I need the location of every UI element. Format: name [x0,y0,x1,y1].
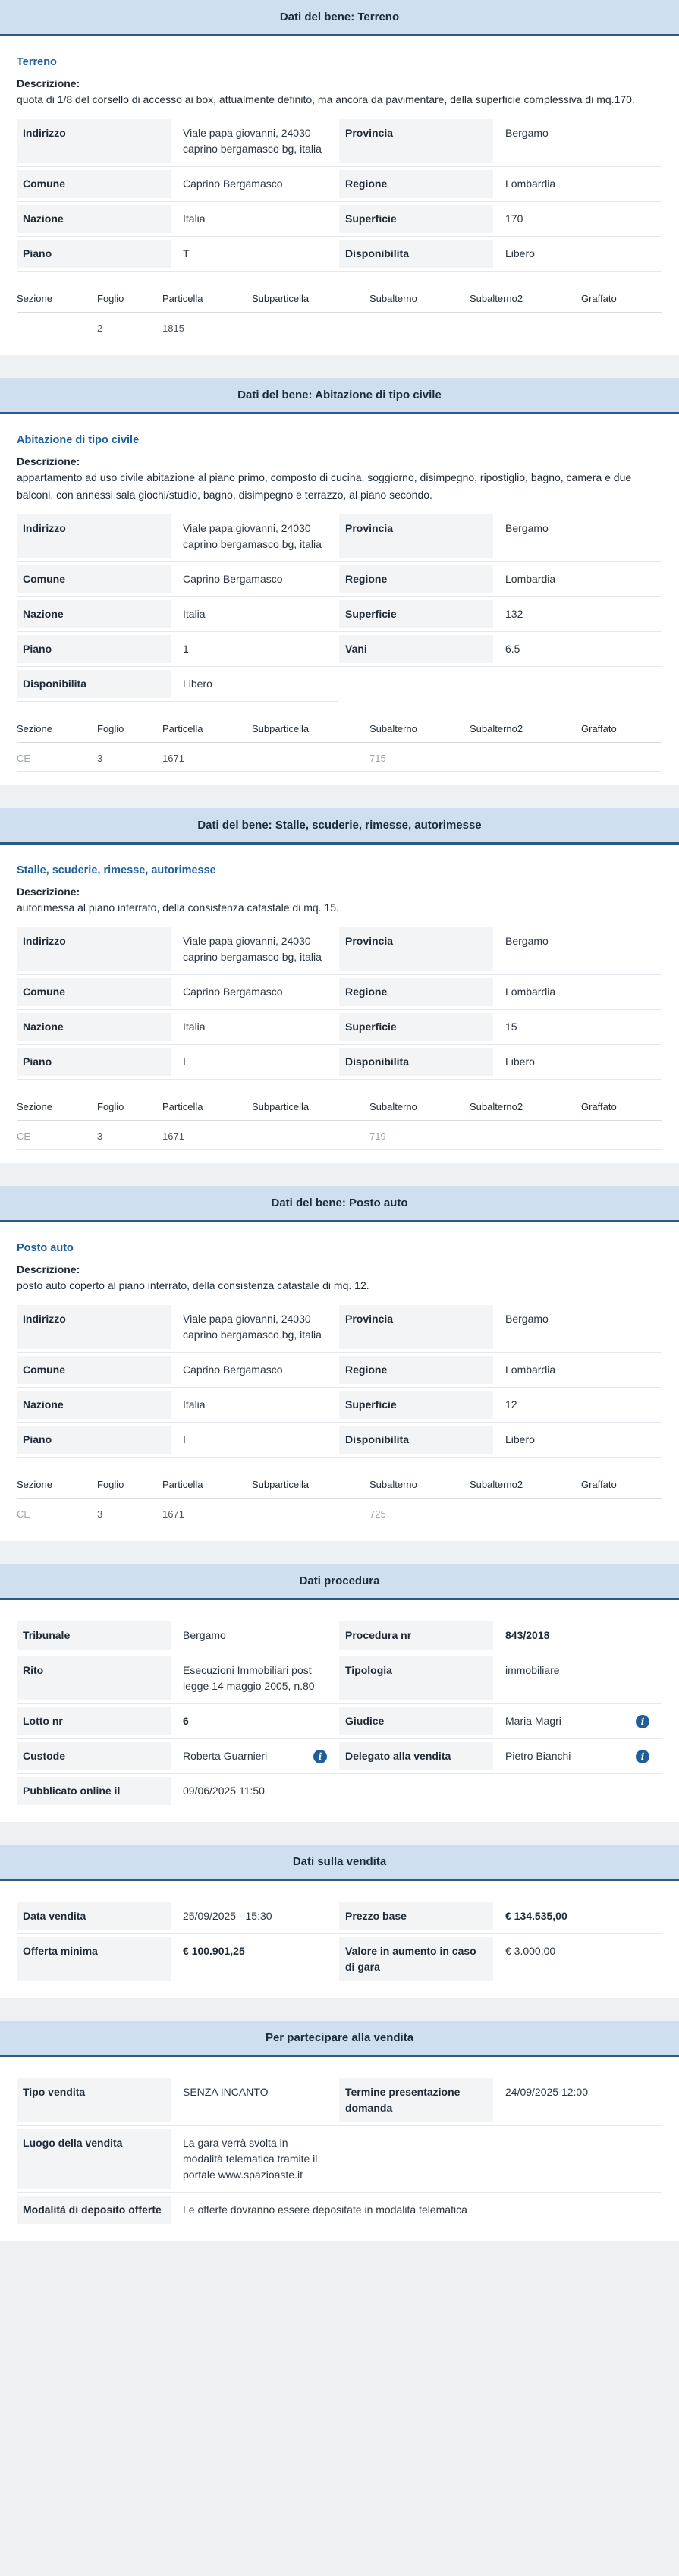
bene-section [0,0,679,355]
procedura-value: 843/2018 [505,1629,550,1641]
catasto-header: Foglio [97,288,162,313]
section-header: Dati del bene: Terreno [0,0,679,36]
field-label: Superficie [339,1013,493,1041]
catasto-header-row [17,288,662,313]
field-value: Caprino Bergamasco [183,178,283,190]
delegato-name: Pietro Bianchi [505,1750,571,1762]
catasto-cell: 2 [97,313,162,341]
field-label: Provincia [339,927,493,971]
catasto-cell [369,313,470,341]
catasto-header: Subalterno2 [470,288,581,313]
catasto-header: Foglio [97,1096,162,1121]
field-label: Pubblicato online il [17,1777,171,1805]
field-value: 1 [183,643,189,655]
table-row [17,743,662,772]
catasto-header: Graffato [581,1474,662,1499]
catasto-cell: 3 [97,743,162,772]
table-row [17,313,662,341]
field-label: Custode [17,1742,171,1770]
description-text: autorimessa al piano interrato, della consistenza catastale di mq. 15. [17,901,339,914]
field-label: Superficie [339,600,493,628]
catasto-header: Subparticella [252,719,369,743]
field-label: Rito [17,1656,171,1700]
dati-vendita-section [0,1845,679,1998]
catasto-table [17,1474,662,1527]
catasto-cell: CE [17,743,97,772]
giudice-name: Maria Magri [505,1715,561,1727]
field-label: Delegato alla vendita [339,1742,493,1770]
field-value: Libero [505,247,535,259]
field-value: Lombardia [505,573,556,585]
field-label: Piano [17,240,171,268]
bene-title: Posto auto [17,1242,74,1254]
description-text: appartamento ad uso civile abitazione al piano primo, composto di cucina, soggiorno, disimpegno, ripostiglio, bagno, camera e due balconi, con annessi sala giochi/studio, bagno, disimpegno e terrazzo, al piano secondo. [17,471,632,501]
bene-title: Stalle, scuderie, rimesse, autorimesse [17,864,216,876]
field-label: Offerta minima [17,1937,171,1981]
catasto-header: Sezione [17,719,97,743]
catasto-cell: 3 [97,1121,162,1150]
catasto-header: Particella [162,1096,252,1121]
field-value: 12 [505,1398,517,1411]
catasto-cell: 1671 [162,1121,252,1150]
field-label: Tipologia [339,1656,493,1700]
delegato-value [493,1742,662,1770]
field-label: Disponibilita [339,1426,493,1454]
catasto-header: Foglio [97,719,162,743]
description-label: Descrizione: [17,885,80,898]
field-label: Indirizzo [17,514,171,558]
description-label: Descrizione: [17,1263,80,1275]
catasto-header-row [17,1096,662,1121]
tipologia-value: immobiliare [505,1664,560,1676]
catasto-cell: CE [17,1499,97,1527]
field-value: Bergamo [505,127,549,139]
field-value: Caprino Bergamasco [183,573,283,585]
catasto-cell: 3 [97,1499,162,1527]
field-value: Italia [183,608,206,620]
field-value: Caprino Bergamasco [183,986,283,998]
giudice-value [493,1707,662,1735]
field-label: Piano [17,1048,171,1076]
bene-section [0,808,679,1163]
field-label: Provincia [339,119,493,163]
description-text: quota di 1/8 del corsello di accesso ai box, attualmente definito, ma ancora da pavimentare, della superficie complessiva di mq.170. [17,93,635,105]
field-value: Viale papa giovanni, 24030 caprino bergamasco bg, italia [183,1313,322,1341]
catasto-table [17,719,662,772]
catasto-header: Subalterno2 [470,719,581,743]
field-label: Nazione [17,1013,171,1041]
field-value: Italia [183,212,206,225]
field-label: Piano [17,1426,171,1454]
field-label: Prezzo base [339,1902,493,1930]
catasto-cell [252,313,369,341]
catasto-cell: 1671 [162,1499,252,1527]
field-value: Lombardia [505,178,556,190]
field-label: Comune [17,565,171,593]
table-row [17,1499,662,1527]
field-label: Provincia [339,1305,493,1349]
catasto-header: Particella [162,719,252,743]
field-label: Superficie [339,205,493,233]
catasto-header: Subalterno [369,719,470,743]
section-header: Per partecipare alla vendita [0,2021,679,2057]
field-label: Nazione [17,205,171,233]
field-label: Nazione [17,600,171,628]
field-label: Indirizzo [17,1305,171,1349]
field-label: Regione [339,978,493,1006]
catasto-cell [470,1121,581,1150]
lotto-value: 6 [183,1715,189,1727]
catasto-header: Sezione [17,1474,97,1499]
catasto-cell [17,313,97,341]
catasto-cell [581,313,662,341]
section-header: Dati del bene: Abitazione di tipo civile [0,378,679,414]
description-label: Descrizione: [17,455,80,467]
field-label: Regione [339,170,493,198]
field-label: Indirizzo [17,927,171,971]
field-label: Giudice [339,1707,493,1735]
description-text: posto auto coperto al piano interrato, della consistenza catastale di mq. 12. [17,1279,369,1291]
field-label: Lotto nr [17,1707,171,1735]
catasto-header: Particella [162,288,252,313]
field-value: Italia [183,1021,206,1033]
field-label: Superficie [339,1391,493,1419]
bene-details [17,511,662,702]
bene-details [17,116,662,272]
field-label: Termine presentazione domanda [339,2078,493,2122]
pubblicato-value: 09/06/2025 11:50 [183,1785,265,1797]
field-value: Italia [183,1398,206,1411]
field-value: Lombardia [505,1363,556,1376]
tribunale-value: Bergamo [183,1629,226,1641]
field-value: Bergamo [505,1313,549,1325]
partecipare-section [0,2021,679,2241]
info-icon[interactable]: i [313,1750,327,1763]
bene-details [17,924,662,1080]
field-label: Tipo vendita [17,2078,171,2122]
field-label: Disponibilita [17,670,171,698]
field-value: Libero [183,678,212,690]
catasto-header: Sezione [17,1096,97,1121]
bene-title: Abitazione di tipo civile [17,434,140,446]
catasto-cell: 1671 [162,743,252,772]
catasto-header: Graffato [581,719,662,743]
custode-value [171,1742,339,1770]
catasto-header-row [17,719,662,743]
catasto-cell: 715 [369,743,470,772]
table-row [17,1121,662,1150]
catasto-table [17,1096,662,1150]
field-value: Caprino Bergamasco [183,1363,283,1376]
field-label: Disponibilita [339,240,493,268]
section-header: Dati sulla vendita [0,1845,679,1881]
field-label: Luogo della vendita [17,2129,171,2189]
field-value: Viale papa giovanni, 24030 caprino bergamasco bg, italia [183,127,322,155]
tipo-vendita-value: SENZA INCANTO [183,2086,269,2098]
catasto-cell [581,743,662,772]
catasto-header: Foglio [97,1474,162,1499]
catasto-header: Subalterno [369,1474,470,1499]
bene-section [0,378,679,785]
catasto-cell [581,1499,662,1527]
section-header: Dati procedura [0,1564,679,1600]
field-value: Bergamo [505,522,549,534]
field-label: Modalità di deposito offerte [17,2196,171,2224]
catasto-table [17,288,662,341]
catasto-header: Graffato [581,288,662,313]
field-value: Libero [505,1055,535,1068]
catasto-cell: 725 [369,1499,470,1527]
catasto-cell [252,1121,369,1150]
bene-details [17,1302,662,1458]
field-value: I [183,1055,186,1068]
deposito-value: Le offerte dovranno essere depositate in modalità telematica [183,2203,467,2216]
field-label: Piano [17,635,171,663]
field-label: Regione [339,565,493,593]
catasto-cell [581,1121,662,1150]
catasto-cell [252,1499,369,1527]
bene-title: Terreno [17,56,57,68]
catasto-header: Subparticella [252,1474,369,1499]
field-label: Disponibilita [339,1048,493,1076]
field-label: Procedura nr [339,1621,493,1650]
catasto-cell [470,313,581,341]
field-value: I [183,1433,186,1445]
catasto-cell [252,743,369,772]
catasto-cell [470,743,581,772]
description-label: Descrizione: [17,77,80,90]
catasto-header: Particella [162,1474,252,1499]
field-label: Comune [17,170,171,198]
rito-value: Esecuzioni Immobiliari post legge 14 maggio 2005, n.80 [183,1664,315,1692]
catasto-header: Subalterno2 [470,1096,581,1121]
offerta-minima-value: € 100.901,25 [183,1945,245,1957]
field-value: 6.5 [505,643,520,655]
catasto-cell: 1815 [162,313,252,341]
field-label: Comune [17,1356,171,1384]
field-label: Valore in aumento in caso di gara [339,1937,493,1981]
field-label: Data vendita [17,1902,171,1930]
catasto-cell: CE [17,1121,97,1150]
catasto-header: Sezione [17,288,97,313]
dati-procedura-section [0,1564,679,1822]
field-label: Provincia [339,514,493,558]
field-label: Indirizzo [17,119,171,163]
info-icon[interactable]: i [636,1750,649,1763]
bene-section [0,1186,679,1541]
field-label: Nazione [17,1391,171,1419]
field-value: 132 [505,608,523,620]
field-value: 170 [505,212,523,225]
field-label: Vani [339,635,493,663]
catasto-header-row [17,1474,662,1499]
info-icon[interactable]: i [636,1715,649,1728]
field-value: Viale papa giovanni, 24030 caprino bergamasco bg, italia [183,522,322,550]
section-header: Dati del bene: Posto auto [0,1186,679,1222]
termine-value: 24/09/2025 12:00 [505,2086,588,2098]
field-value: Bergamo [505,935,549,947]
field-label: Regione [339,1356,493,1384]
section-header: Dati del bene: Stalle, scuderie, rimesse, autorimesse [0,808,679,845]
catasto-cell [470,1499,581,1527]
catasto-cell: 719 [369,1121,470,1150]
field-value: Viale papa giovanni, 24030 caprino bergamasco bg, italia [183,935,322,963]
catasto-header: Subalterno [369,1096,470,1121]
field-value: Lombardia [505,986,556,998]
prezzo-base-value: € 134.535,00 [505,1910,567,1922]
field-value: 15 [505,1021,517,1033]
catasto-header: Subparticella [252,288,369,313]
data-vendita-value: 25/09/2025 - 15:30 [183,1910,272,1922]
luogo-value: La gara verrà svolta in modalità telematica tramite il portale www.spazioaste.it [183,2137,318,2181]
field-value: Libero [505,1433,535,1445]
custode-name: Roberta Guarnieri [183,1750,268,1762]
catasto-header: Subalterno2 [470,1474,581,1499]
field-label: Comune [17,978,171,1006]
catasto-header: Graffato [581,1096,662,1121]
catasto-header: Subparticella [252,1096,369,1121]
field-label: Tribunale [17,1621,171,1650]
aumento-value: € 3.000,00 [505,1945,556,1957]
field-value: T [183,247,190,259]
catasto-header: Subalterno [369,288,470,313]
